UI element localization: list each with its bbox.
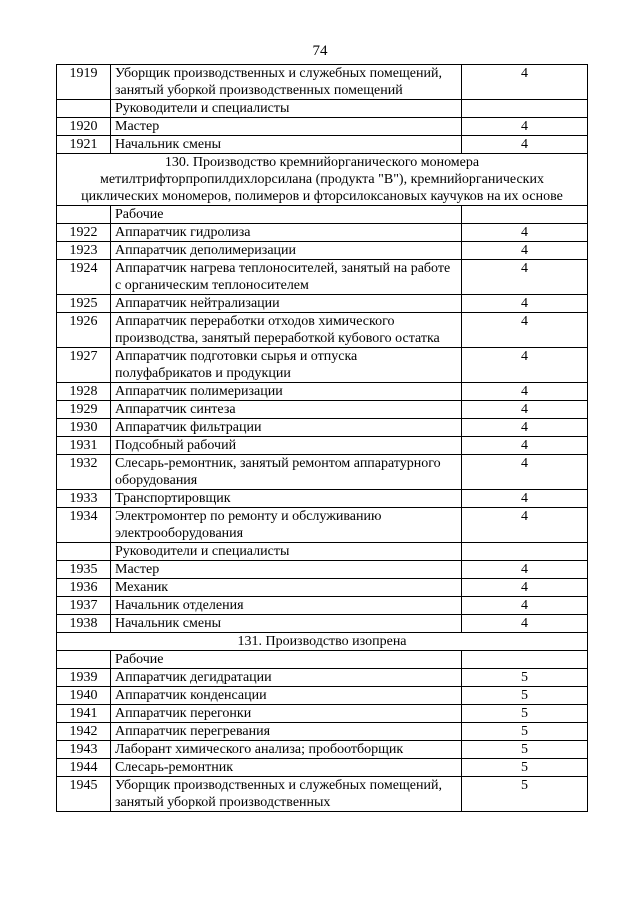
category-label: Рабочие — [111, 651, 462, 669]
row-number: 1940 — [57, 687, 111, 705]
row-number: 1924 — [57, 260, 111, 295]
row-number: 1943 — [57, 741, 111, 759]
profession-name: Мастер — [111, 561, 462, 579]
table-row — [57, 242, 588, 260]
profession-value: 5 — [462, 687, 588, 705]
table-row — [57, 705, 588, 723]
profession-name: Подсобный рабочий — [111, 437, 462, 455]
profession-name: Механик — [111, 579, 462, 597]
profession-name: Начальник смены — [111, 136, 462, 154]
table-row — [57, 723, 588, 741]
page-number: 74 — [312, 43, 328, 59]
profession-name: Аппаратчик гидролиза — [111, 224, 462, 242]
empty-cell — [462, 651, 588, 669]
category-label: Руководители и специалисты — [111, 543, 462, 561]
profession-value: 4 — [462, 242, 588, 260]
table-body — [57, 65, 588, 812]
empty-cell — [57, 651, 111, 669]
profession-value: 4 — [462, 136, 588, 154]
row-number: 1942 — [57, 723, 111, 741]
empty-cell — [462, 100, 588, 118]
profession-value: 4 — [462, 490, 588, 508]
profession-value: 4 — [462, 508, 588, 543]
profession-value: 4 — [462, 313, 588, 348]
profession-value: 4 — [462, 224, 588, 242]
table-row — [57, 260, 588, 295]
profession-value: 4 — [462, 455, 588, 490]
empty-cell — [462, 206, 588, 224]
profession-name: Аппаратчик полимеризации — [111, 383, 462, 401]
profession-name: Аппаратчик нагрева теплоносителей, занятый на работе с органическим теплоносителем — [111, 260, 462, 295]
section-heading-row — [57, 633, 588, 651]
profession-value: 5 — [462, 705, 588, 723]
row-number: 1923 — [57, 242, 111, 260]
profession-value: 5 — [462, 759, 588, 777]
profession-value: 5 — [462, 723, 588, 741]
row-number: 1939 — [57, 669, 111, 687]
empty-cell — [57, 100, 111, 118]
table-row — [57, 687, 588, 705]
profession-name: Лаборант химического анализа; пробоотборщик — [111, 741, 462, 759]
profession-name: Уборщик производственных и служебных помещений, занятый уборкой производственных — [111, 777, 462, 812]
table-row — [57, 118, 588, 136]
profession-name: Аппаратчик конденсации — [111, 687, 462, 705]
profession-name: Аппаратчик перегревания — [111, 723, 462, 741]
subheading-row — [57, 651, 588, 669]
profession-value: 4 — [462, 65, 588, 100]
table-row — [57, 759, 588, 777]
profession-name: Начальник отделения — [111, 597, 462, 615]
subheading-row — [57, 206, 588, 224]
section-title: 131. Производство изопрена — [57, 633, 588, 651]
profession-value: 5 — [462, 669, 588, 687]
table-row — [57, 348, 588, 383]
profession-name: Уборщик производственных и служебных помещений, занятый уборкой производственных помещений — [111, 65, 462, 100]
subheading-row — [57, 100, 588, 118]
row-number: 1935 — [57, 561, 111, 579]
row-number: 1931 — [57, 437, 111, 455]
profession-value: 4 — [462, 419, 588, 437]
profession-name: Слесарь-ремонтник — [111, 759, 462, 777]
table-row — [57, 669, 588, 687]
row-number: 1937 — [57, 597, 111, 615]
row-number: 1934 — [57, 508, 111, 543]
row-number: 1933 — [57, 490, 111, 508]
empty-cell — [57, 543, 111, 561]
table-row — [57, 136, 588, 154]
row-number: 1921 — [57, 136, 111, 154]
category-label: Рабочие — [111, 206, 462, 224]
profession-value: 4 — [462, 597, 588, 615]
table-row — [57, 224, 588, 242]
profession-name: Аппаратчик дегидратации — [111, 669, 462, 687]
table-row — [57, 561, 588, 579]
row-number: 1927 — [57, 348, 111, 383]
row-number: 1945 — [57, 777, 111, 812]
profession-name: Аппаратчик перегонки — [111, 705, 462, 723]
table-row — [57, 508, 588, 543]
profession-value: 4 — [462, 260, 588, 295]
row-number: 1941 — [57, 705, 111, 723]
table-row — [57, 383, 588, 401]
table-row — [57, 419, 588, 437]
table-row — [57, 455, 588, 490]
table-row — [57, 579, 588, 597]
subheading-row — [57, 543, 588, 561]
row-number: 1936 — [57, 579, 111, 597]
empty-cell — [57, 206, 111, 224]
profession-name: Мастер — [111, 118, 462, 136]
row-number: 1919 — [57, 65, 111, 100]
table-row — [57, 597, 588, 615]
row-number: 1925 — [57, 295, 111, 313]
row-number: 1932 — [57, 455, 111, 490]
profession-value: 4 — [462, 295, 588, 313]
profession-value: 5 — [462, 741, 588, 759]
row-number: 1944 — [57, 759, 111, 777]
profession-name: Начальник смены — [111, 615, 462, 633]
table-row — [57, 295, 588, 313]
table-row — [57, 313, 588, 348]
profession-value: 4 — [462, 579, 588, 597]
profession-name: Слесарь-ремонтник, занятый ремонтом аппаратурного оборудования — [111, 455, 462, 490]
profession-value: 4 — [462, 348, 588, 383]
row-number: 1938 — [57, 615, 111, 633]
row-number: 1920 — [57, 118, 111, 136]
section-title: 130. Производство кремнийорганического мономера метилтрифторпропилдихлорсилана (продукта "В"), кремнийорганических циклических мономеров, полимеров и фторсилоксановых каучуков на их основе — [57, 154, 588, 206]
profession-name: Аппаратчик синтеза — [111, 401, 462, 419]
table-row — [57, 741, 588, 759]
empty-cell — [462, 543, 588, 561]
row-number: 1926 — [57, 313, 111, 348]
row-number: 1922 — [57, 224, 111, 242]
table-row — [57, 437, 588, 455]
profession-name: Электромонтер по ремонту и обслуживанию электрооборудования — [111, 508, 462, 543]
profession-name: Транспортировщик — [111, 490, 462, 508]
profession-value: 4 — [462, 615, 588, 633]
profession-name: Аппаратчик переработки отходов химического производства, занятый переработкой кубового остатка — [111, 313, 462, 348]
profession-value: 4 — [462, 401, 588, 419]
professions-table — [56, 64, 588, 812]
table-row — [57, 615, 588, 633]
profession-name: Аппаратчик нейтрализации — [111, 295, 462, 313]
section-heading-row — [57, 154, 588, 206]
profession-value: 5 — [462, 777, 588, 812]
row-number: 1930 — [57, 419, 111, 437]
profession-name: Аппаратчик подготовки сырья и отпуска полуфабрикатов и продукции — [111, 348, 462, 383]
category-label: Руководители и специалисты — [111, 100, 462, 118]
profession-value: 4 — [462, 383, 588, 401]
row-number: 1928 — [57, 383, 111, 401]
profession-name: Аппаратчик фильтрации — [111, 419, 462, 437]
table-row — [57, 777, 588, 812]
profession-value: 4 — [462, 437, 588, 455]
table-row — [57, 65, 588, 100]
profession-name: Аппаратчик деполимеризации — [111, 242, 462, 260]
profession-value: 4 — [462, 118, 588, 136]
table-row — [57, 490, 588, 508]
table-row — [57, 401, 588, 419]
profession-value: 4 — [462, 561, 588, 579]
row-number: 1929 — [57, 401, 111, 419]
